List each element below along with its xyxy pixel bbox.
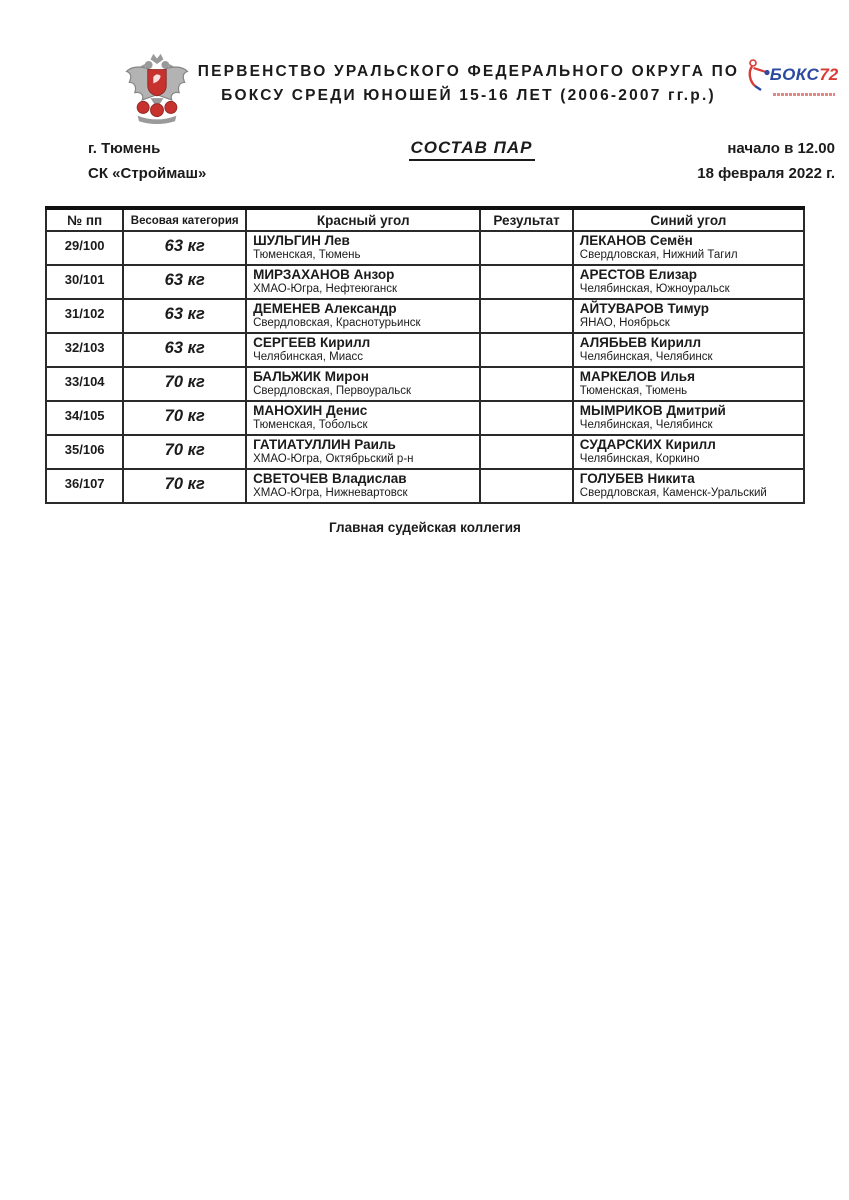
- red-corner-cell: [246, 265, 480, 299]
- meta-left-block: [88, 136, 288, 186]
- table-row: [46, 469, 804, 503]
- weight-category: 70 кг: [123, 469, 246, 503]
- pairs-table: [45, 206, 805, 504]
- blue-corner-cell: [573, 265, 804, 299]
- column-header-weight: Весовая категория: [123, 208, 246, 231]
- meta-right-block: [655, 136, 835, 186]
- bout-number: 33/104: [46, 367, 123, 401]
- column-header-red-corner: Красный угол: [246, 208, 480, 231]
- red-fighter-region: Свердловская, Краснотурьинск: [253, 317, 421, 329]
- table-row: [46, 299, 804, 333]
- weight-category: 63 кг: [123, 265, 246, 299]
- blue-fighter-region: Челябинская, Южноуральск: [579, 283, 730, 295]
- table-header-row: [46, 208, 804, 231]
- blue-fighter-region: Челябинская, Челябинск: [579, 419, 713, 431]
- logo-number: 72: [819, 65, 839, 84]
- blue-fighter-name: ГОЛУБЕВ Никита: [579, 471, 695, 486]
- red-corner-cell: [246, 231, 480, 265]
- bout-number: 35/106: [46, 435, 123, 469]
- red-fighter-region: Свердловская, Первоуральск: [253, 385, 412, 397]
- red-fighter-name: ШУЛЬГИН Лев: [253, 233, 350, 248]
- footer-signature-line: Главная судейская коллегия: [329, 520, 521, 535]
- blue-fighter-name: МЫМРИКОВ Дмитрий: [579, 403, 726, 418]
- result-cell: [480, 435, 572, 469]
- blue-fighter-region: Челябинская, Коркино: [579, 453, 700, 465]
- result-cell: [480, 469, 572, 503]
- bout-number: 29/100: [46, 231, 123, 265]
- page-title: [194, 52, 743, 108]
- boxing-federation-emblem-icon: [120, 52, 194, 124]
- red-corner-cell: [246, 435, 480, 469]
- red-corner-cell: [246, 333, 480, 367]
- blue-fighter-name: МАРКЕЛОВ Илья: [579, 369, 695, 384]
- venue-label: СК «Строймаш»: [88, 165, 207, 182]
- red-fighter-name: СЕРГЕЕВ Кирилл: [253, 335, 371, 350]
- result-cell: [480, 265, 572, 299]
- red-fighter-region: ХМАО-Югра, Нижневартовск: [253, 487, 408, 499]
- weight-category: 63 кг: [123, 333, 246, 367]
- column-header-blue-corner: Синий угол: [573, 208, 804, 231]
- table-row: [46, 435, 804, 469]
- red-corner-cell: [246, 299, 480, 333]
- meta-row: [0, 124, 849, 186]
- document-header: [0, 0, 849, 124]
- start-time-label: начало в 12.00: [727, 140, 835, 157]
- red-fighter-region: Челябинская, Миасс: [253, 351, 364, 363]
- blue-corner-cell: [573, 435, 804, 469]
- red-fighter-name: МИРЗАХАНОВ Анзор: [253, 267, 395, 282]
- blue-fighter-region: Тюменская, Тюмень: [579, 385, 688, 397]
- table-row: [46, 333, 804, 367]
- city-label: г. Тюмень: [88, 140, 161, 157]
- bout-number: 31/102: [46, 299, 123, 333]
- bout-number: 34/105: [46, 401, 123, 435]
- red-fighter-name: БАЛЬЖИК Мирон: [253, 369, 369, 384]
- blue-corner-cell: [573, 401, 804, 435]
- weight-category: 63 кг: [123, 231, 246, 265]
- blue-fighter-name: АЛЯБЬЕВ Кирилл: [579, 335, 702, 350]
- bout-number: 30/101: [46, 265, 123, 299]
- title-line-2: БОКСУ СРЕДИ ЮНОШЕЙ 15-16 ЛЕТ (2006-2007 гг.р.): [221, 87, 716, 104]
- result-cell: [480, 401, 572, 435]
- weight-category: 70 кг: [123, 367, 246, 401]
- table-row: [46, 265, 804, 299]
- blue-fighter-name: АРЕСТОВ Елизар: [579, 267, 698, 282]
- red-fighter-region: Тюменская, Тобольск: [253, 419, 368, 431]
- blue-corner-cell: [573, 231, 804, 265]
- red-fighter-region: ХМАО-Югра, Октябрьский р-н: [253, 453, 414, 465]
- table-row: [46, 401, 804, 435]
- blue-corner-cell: [573, 469, 804, 503]
- weight-category: 63 кг: [123, 299, 246, 333]
- red-fighter-region: ХМАО-Югра, Нефтеюганск: [253, 283, 398, 295]
- blue-fighter-region: Свердловская, Нижний Тагил: [579, 249, 738, 261]
- bout-number: 32/103: [46, 333, 123, 367]
- document-subtitle: СОСТАВ ПАР: [409, 138, 535, 161]
- blue-fighter-region: Челябинская, Челябинск: [579, 351, 713, 363]
- logo-word: БОКС: [769, 65, 820, 84]
- blue-corner-cell: [573, 299, 804, 333]
- red-fighter-name: ГАТИАТУЛЛИН Раиль: [253, 437, 396, 452]
- result-cell: [480, 333, 572, 367]
- blue-fighter-name: СУДАРСКИХ Кирилл: [579, 437, 716, 452]
- red-corner-cell: [246, 367, 480, 401]
- result-cell: [480, 367, 572, 401]
- title-line-1: ПЕРВЕНСТВО УРАЛЬСКОГО ФЕДЕРАЛЬНОГО ОКРУГА ПО: [197, 63, 740, 80]
- meta-center-block: [288, 136, 655, 161]
- boks72-logo: [743, 58, 839, 96]
- table-row: [46, 231, 804, 265]
- red-fighter-name: МАНОХИН Денис: [253, 403, 368, 418]
- blue-fighter-region: ЯНАО, Ноябрьск: [579, 317, 670, 329]
- blue-fighter-name: ЛЕКАНОВ Семён: [579, 233, 693, 248]
- column-header-result: Результат: [480, 208, 572, 231]
- red-fighter-region: Тюменская, Тюмень: [253, 249, 361, 261]
- blue-corner-cell: [573, 333, 804, 367]
- date-label: 18 февраля 2022 г.: [697, 165, 835, 182]
- red-corner-cell: [246, 401, 480, 435]
- weight-category: 70 кг: [123, 435, 246, 469]
- result-cell: [480, 299, 572, 333]
- red-fighter-name: СВЕТОЧЕВ Владислав: [253, 471, 407, 486]
- column-header-number: № пп: [46, 208, 123, 231]
- blue-fighter-region: Свердловская, Каменск-Уральский: [579, 487, 767, 499]
- table-row: [46, 367, 804, 401]
- result-cell: [480, 231, 572, 265]
- red-fighter-name: ДЕМЕНЕВ Александр: [253, 301, 397, 316]
- logo-tagline-strip: [773, 93, 835, 96]
- red-corner-cell: [246, 469, 480, 503]
- weight-category: 70 кг: [123, 401, 246, 435]
- blue-corner-cell: [573, 367, 804, 401]
- boxer-icon: [744, 58, 770, 92]
- bout-number: 36/107: [46, 469, 123, 503]
- blue-fighter-name: АЙТУВАРОВ Тимур: [579, 301, 709, 316]
